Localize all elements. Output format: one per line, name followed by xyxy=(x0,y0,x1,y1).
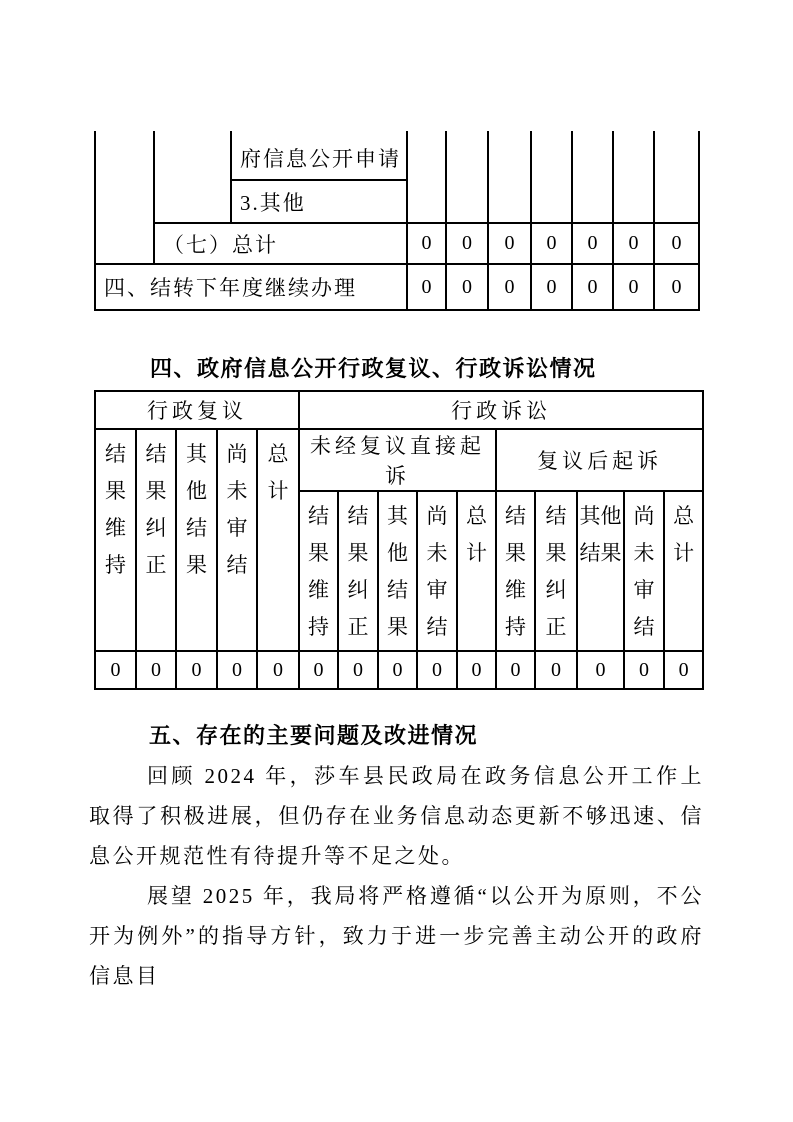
col-header-vertical: 其他结果 xyxy=(577,491,624,651)
group-header-review: 行政复议 xyxy=(95,391,299,429)
value-cell: 0 xyxy=(299,651,338,689)
col-header-vertical: 结果纠正 xyxy=(535,491,577,651)
value-cell: 0 xyxy=(577,651,624,689)
section5-text-block xyxy=(89,716,704,996)
carryover-table xyxy=(94,131,700,311)
row-label-total: （七）总计 xyxy=(154,223,407,264)
section5-title: 五、存在的主要问题及改进情况 xyxy=(149,723,479,748)
value-cell: 0 xyxy=(407,264,446,310)
col-header-vertical: 结果纠正 xyxy=(136,429,176,651)
empty-data-cell xyxy=(531,131,572,223)
value-cell: 0 xyxy=(664,651,703,689)
col-header-vertical: 尚未审结 xyxy=(624,491,664,651)
group-header-lawsuit: 行政诉讼 xyxy=(299,391,703,429)
value-cell: 0 xyxy=(613,264,654,310)
value-cell: 0 xyxy=(496,651,535,689)
row-label-carryover: 四、结转下年度继续办理 xyxy=(95,264,407,310)
paragraph-review-2024: 回顾 2024 年，莎车县民政局在政务信息公开工作上取得了积极进展，但仍存在业务信息动态更新不够迅速、信息公开规范性有待提升等不足之处。 xyxy=(89,764,704,868)
empty-data-cell xyxy=(488,131,531,223)
value-cell: 0 xyxy=(572,264,613,310)
col-header-vertical: 总计 xyxy=(664,491,703,651)
col-header-vertical: 其他结果 xyxy=(176,429,217,651)
col-header-vertical: 总计 xyxy=(257,429,299,651)
col-header-vertical: 总计 xyxy=(457,491,496,651)
col-header-vertical: 其他结果 xyxy=(378,491,417,651)
col-header-vertical: 结果维持 xyxy=(95,429,136,651)
value-cell: 0 xyxy=(338,651,378,689)
value-cell: 0 xyxy=(488,223,531,264)
value-cell: 0 xyxy=(446,264,488,310)
col-header-vertical: 尚未审结 xyxy=(417,491,457,651)
value-cell: 0 xyxy=(446,223,488,264)
empty-data-cell xyxy=(654,131,699,223)
value-cell: 0 xyxy=(572,223,613,264)
value-cell: 0 xyxy=(488,264,531,310)
value-cell: 0 xyxy=(378,651,417,689)
value-cell: 0 xyxy=(654,223,699,264)
subgroup-header-direct-suit: 未经复议直接起诉 xyxy=(299,429,496,491)
review-lawsuit-table xyxy=(94,390,704,690)
value-cell: 0 xyxy=(217,651,257,689)
value-cell: 0 xyxy=(176,651,217,689)
col-header-vertical: 结果纠正 xyxy=(338,491,378,651)
value-cell: 0 xyxy=(624,651,664,689)
empty-data-cell xyxy=(572,131,613,223)
empty-data-cell xyxy=(407,131,446,223)
value-cell: 0 xyxy=(417,651,457,689)
empty-data-cell xyxy=(613,131,654,223)
empty-data-cell xyxy=(446,131,488,223)
value-cell: 0 xyxy=(407,223,446,264)
value-cell: 0 xyxy=(535,651,577,689)
col-header-vertical: 尚未审结 xyxy=(217,429,257,651)
value-cell: 0 xyxy=(95,651,136,689)
value-cell: 0 xyxy=(531,264,572,310)
col-header-vertical: 结果维持 xyxy=(299,491,338,651)
col-header-vertical: 结果维持 xyxy=(496,491,535,651)
value-cell: 0 xyxy=(613,223,654,264)
empty-cell xyxy=(95,131,154,264)
value-cell: 0 xyxy=(257,651,299,689)
row-label-other: 3.其他 xyxy=(231,180,407,223)
value-cell: 0 xyxy=(136,651,176,689)
empty-cell xyxy=(154,131,231,223)
value-cell: 0 xyxy=(531,223,572,264)
row-label-continuation: 府信息公开申请 xyxy=(231,131,407,180)
section4-title: 四、政府信息公开行政复议、行政诉讼情况 xyxy=(150,356,597,381)
value-cell: 0 xyxy=(457,651,496,689)
subgroup-header-after-review-suit: 复议后起诉 xyxy=(496,429,703,491)
value-cell: 0 xyxy=(654,264,699,310)
paragraph-outlook-2025: 展望 2025 年，我局将严格遵循“以公开为原则，不公开为例外”的指导方针，致力于进一步完善主动公开的政府信息目 xyxy=(89,884,704,988)
